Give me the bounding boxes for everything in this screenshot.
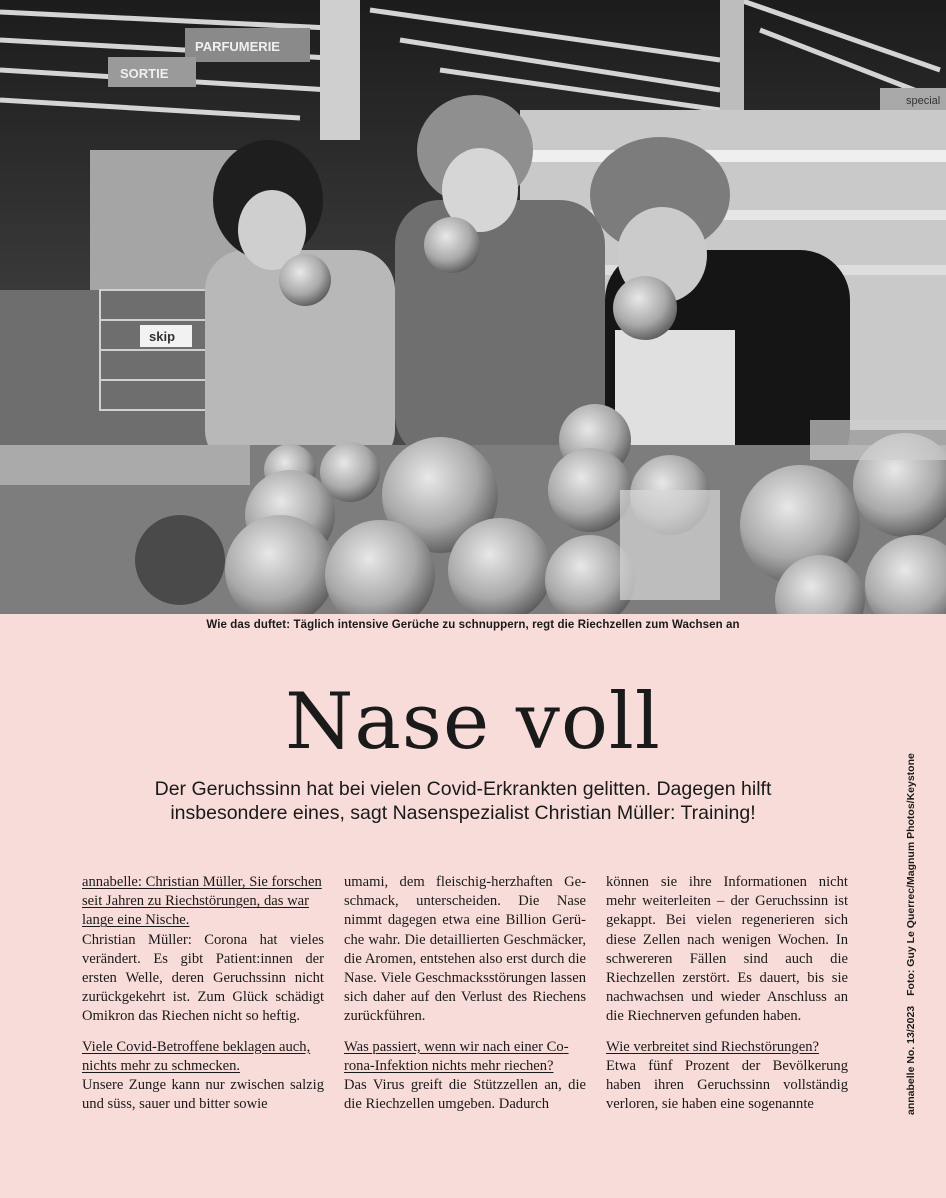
interview-question: Viele Covid-Betroffene beklagen auch, nichts mehr zu schmecken. [82,1038,311,1074]
issue-number: annabelle No. 13/2023 [905,1005,917,1115]
svg-text:special: special [906,95,941,107]
interview-question: Was passiert, wenn wir nach einer Corona-Infektion nichts mehr riechen? [344,1038,569,1074]
article-column-1 [82,873,324,1114]
svg-text:PARFUMERIE: PARFUMERIE [195,39,280,54]
interview-question: annabelle: Christian Müller, Sie forschen seit Jahren zu Riechstörungen, das war lange eine Nische. [82,874,322,929]
photo-caption: Wie das duftet: Täglich intensive Gerüche zu schnuppern, regt die Riechzellen zum Wachsen an [206,619,740,631]
svg-text:skip: skip [149,329,176,344]
article-column-2 [344,873,586,1114]
deck-intro: Der Geruchssinn hat bei vielen Covid-Erkrankten gelitten. Dagegen hilft insbesondere eines, sagt Nasenspezialist Christian Müller: Training! [154,778,772,824]
interview-answer: Christian Müller: Corona hat vieles verändert. Es gibt Patient:innen der ersten Welle, deren Geruchssinn nicht zurückgekehrt ist. Zum Glück schädigt Omikron das Riechen nicht so heftig. [82,931,324,1025]
interview-answer: umami, dem fleischig-herzhaften Geschmack, unterscheiden. Die Nase nimmt dagegen etwa eine Billion Gerüche wahr. Die detaillierten Geschmäcker, die Aromen, entstehen also erst durch die Nase. Viele Geschmacksstörungen lassen sich daher auf den Verlust des Riechens zurückführen. [344,874,586,1025]
headline: Nase voll [285,677,661,767]
interview-answer: Das Virus greift die Stützzellen an, die die Riechzellen umgeben. Dadurch [344,1077,586,1113]
side-credit [905,743,917,1115]
interview-answer: Unsere Zunge kann nur zwischen salzig und süss, sauer und bitter sowie [82,1077,324,1113]
svg-text:SORTIE: SORTIE [120,66,169,81]
photo-credit: Foto: Guy Le Querrec/Magnum Photos/Keystone [905,753,917,996]
article-column-3 [606,873,848,1114]
interview-answer: Etwa fünf Prozent der Bevölkerung haben ihren Geruchssinn vollständig verloren, sie haben eine sogenannte [606,1057,848,1113]
interview-answer: können sie ihre Informationen nicht mehr weiterleiten – der Geruchssinn ist gekappt. Bei vielen regenerieren sich diese Zellen nach wenigen Wochen. In schwereren Fällen sind auch die Riechzellen zerstört. Es dauert, bis sie nachwachsen und wieder Anschluss an die Riechnerven gefunden haben. [606,874,848,1025]
interview-question: Wie verbreitet sind Riechstörungen? [606,1038,819,1055]
